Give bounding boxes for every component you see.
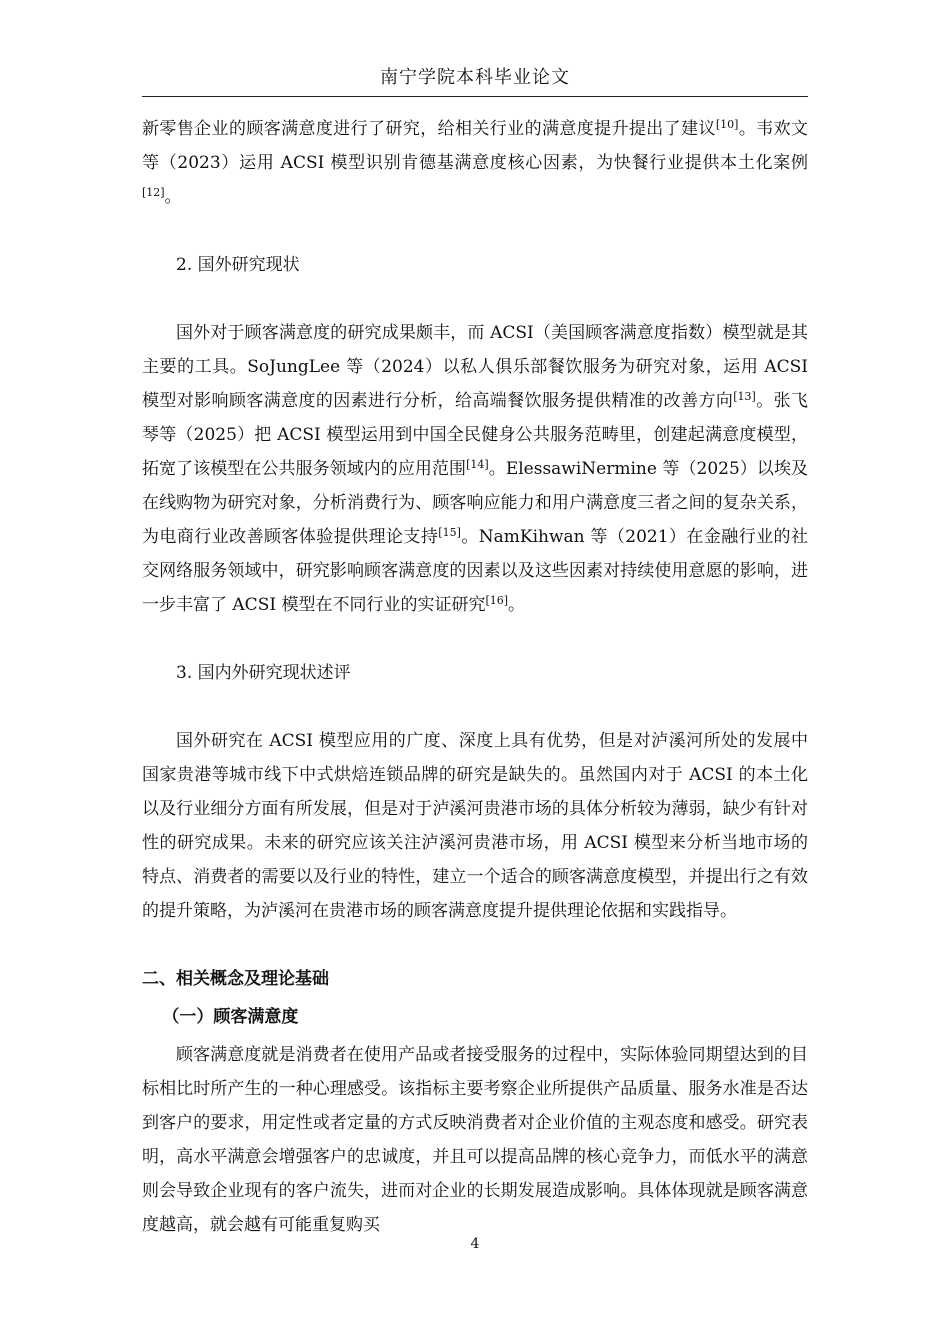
text-run: 。 <box>164 187 182 207</box>
citation-ref: [13] <box>733 390 756 403</box>
section-heading: 二、相关概念及理论基础 <box>142 969 329 989</box>
page-number: 4 <box>470 1236 480 1252</box>
citation-ref: [10] <box>715 118 739 131</box>
citation-ref: [16] <box>485 594 509 607</box>
text-run: 。 <box>508 595 526 615</box>
paragraph-domestic-continued <box>142 112 808 214</box>
citation-ref: [15] <box>438 526 461 539</box>
text-run: 。NamKihwan 等（2021）在金融行业的社交网络服务领域中，研究影响顾客满意度的因素以及这些因素对持续使用意愿的影响，进一步丰富了 ACSI 模型在不同行业的实证研究 <box>142 527 808 615</box>
subsection-heading: （一）顾客满意度 <box>162 1007 299 1027</box>
running-header: 南宁学院本科毕业论文 <box>142 60 808 97</box>
paragraph-foreign-research <box>142 316 808 622</box>
text-run: 国外对于顾客满意度的研究成果颇丰，而 ACSI（美国顾客满意度指数）模型就是其主要的工具。SoJungLee 等（2024）以私人俱乐部餐饮服务为研究对象，运用 ACSI 模型对影响顾客满意度的因素进行分析，给高端餐饮服务提供精准的改善方向 <box>142 323 808 411</box>
paragraph-customer-satisfaction: 顾客满意度就是消费者在使用产品或者接受服务的过程中，实际体验同期望达到的目标相比时所产生的一种心理感受。该指标主要考察企业所提供产品质量、服务水准是否达到客户的要求，用定性或者定量的方式反映消费者对企业价值的主观态度和感受。研究表明，高水平满意会增强客户的忠诚度，并且可以提高品牌的核心竞争力，而低水平的满意则会导致企业现有的客户流失，进而对企业的长期发展造成影响。具体体现就是顾客满意度越高，就会越有可能重复购买 <box>142 1045 808 1235</box>
subheading-foreign-research: 2. 国外研究现状 <box>176 255 300 275</box>
body-content <box>142 112 808 1242</box>
citation-ref: [14] <box>466 458 489 471</box>
text-run: 。张飞琴等（2025）把 ACSI 模型运用到中国全民健身公共服务范畴里，创建起满意度模型，拓宽了该模型在公共服务领域内的应用范围 <box>142 391 809 479</box>
text-run: 。ElessawiNermine 等（2025）以埃及在线购物为研究对象，分析消费行为、顾客响应能力和用户满意度三者之间的复杂关系，为电商行业改善顾客体验提供理论支持 <box>142 459 809 547</box>
paragraph-review: 国外研究在 ACSI 模型应用的广度、深度上具有优势，但是对泸溪河所处的发展中国家贵港等城市线下中式烘焙连锁品牌的研究是缺失的。虽然国内对于 ACSI 的本土化以及行业细分方面有所发展，但是对于泸溪河贵港市场的具体分析较为薄弱，缺少有针对性的研究成果。未来的研究应该关注泸溪河贵港市场，用 ACSI 模型来分析当地市场的特点、消费者的需要以及行业的特性，建立一个适合的顾客满意度模型，并提出行之有效的提升策略，为泸溪河在贵港市场的顾客满意度提升提供理论依据和实践指导。 <box>142 731 808 921</box>
subheading-review: 3. 国内外研究现状述评 <box>176 663 351 683</box>
citation-ref: [12] <box>142 186 165 199</box>
text-run: 新零售企业的顾客满意度进行了研究，给相关行业的满意度提升提出了建议 <box>142 119 716 139</box>
text-run: 。韦欢文等（2023）运用 ACSI 模型识别肯德基满意度核心因素，为快餐行业提供本土化案例 <box>142 119 809 173</box>
